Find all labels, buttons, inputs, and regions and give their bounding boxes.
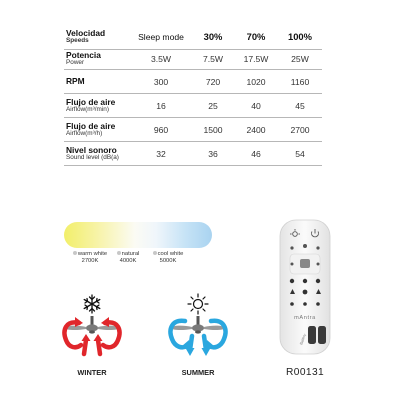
battery-icon [318, 326, 326, 344]
table-cell: 25W [278, 49, 322, 70]
label-es: Flujo de aire [66, 120, 116, 131]
cct-natural-kelvin: 4000K [119, 258, 137, 264]
cct-cool-name: cool white [157, 251, 184, 257]
table-cell: 32 [130, 142, 192, 166]
table-cell: 300 [130, 70, 192, 94]
table-cell: 1500 [192, 118, 234, 142]
cct-natural-label [108, 251, 148, 265]
table-row-sound-level [64, 142, 322, 166]
left-button[interactable] [291, 263, 294, 266]
cct-warm-kelvin: 2700K [81, 258, 99, 264]
battery-icon [308, 326, 316, 344]
reverse-button[interactable] [290, 302, 294, 306]
label-es: Potencia [66, 50, 101, 61]
table-cell: 1160 [278, 70, 322, 94]
label-en: Airflow(m³/min) [66, 105, 109, 113]
ceiling-fan-icon [170, 316, 226, 334]
cct-warm-name: warm white [77, 251, 108, 257]
table-cell: 3.5W [130, 49, 192, 70]
label-es: Nivel sonoro [66, 144, 117, 155]
table-cell: 960 [130, 118, 192, 142]
cct-cool-kelvin: 5000K [159, 258, 177, 264]
column-header-100: 100% [278, 25, 322, 49]
table-cell: 2400 [234, 118, 278, 142]
row-label-airflow-min [64, 94, 130, 118]
table-cell: 16 [130, 94, 192, 118]
table-row-rpm [64, 70, 322, 94]
table-cell: 45 [278, 94, 322, 118]
memory-button[interactable] [316, 302, 320, 306]
speed-3-button[interactable] [316, 279, 320, 283]
right-button[interactable] [317, 263, 320, 266]
color-temperature-gradient [64, 222, 212, 248]
remote-control [278, 218, 332, 356]
dot-icon [73, 251, 77, 255]
fan-center-button[interactable] [300, 259, 310, 268]
speed-1-button[interactable] [290, 279, 294, 283]
table-cell: 36 [192, 142, 234, 166]
speed-2-button[interactable] [303, 279, 307, 283]
mode-button[interactable] [303, 302, 307, 306]
cct-button[interactable] [316, 246, 319, 249]
table-cell: 25 [192, 94, 234, 118]
cct-warm-label [70, 251, 110, 265]
dim-button[interactable] [290, 246, 293, 249]
table-header-row [64, 25, 322, 49]
sun-icon [188, 294, 208, 314]
dot-icon [117, 251, 121, 255]
label-en: Power [66, 59, 85, 67]
table-cell: 720 [192, 70, 234, 94]
remote-brand: mAntra [294, 315, 316, 321]
cct-cool-label [148, 251, 188, 265]
table-cell: 46 [234, 142, 278, 166]
table-row-airflow-min [64, 94, 322, 118]
table-row-airflow-hour [64, 118, 322, 142]
table-cell: 1020 [234, 70, 278, 94]
table-cell: 40 [234, 94, 278, 118]
snowflake-icon [84, 295, 100, 313]
model-code: R00131 [286, 367, 325, 378]
sleep-button[interactable] [303, 290, 308, 295]
label-es: Velocidad [66, 27, 106, 38]
label-en: Speeds [66, 36, 89, 44]
table-cell: 2700 [278, 118, 322, 142]
table-cell: 54 [278, 142, 322, 166]
fan-winter-diagram [56, 292, 128, 362]
mode-label-summer: SUMMER [181, 368, 215, 377]
cct-natural-name: natural [121, 251, 140, 257]
row-label-rpm [64, 70, 130, 94]
row-label-speeds [64, 25, 130, 49]
dot-icon [153, 251, 157, 255]
row-label-power [64, 49, 130, 70]
arrowhead-icons [182, 340, 214, 356]
label-en: Airflow(m³/h) [66, 129, 103, 137]
table-cell: 7.5W [192, 49, 234, 70]
label-es: Flujo de aire [66, 96, 116, 107]
mode-label-winter: WINTER [77, 368, 107, 377]
label-es: RPM [66, 76, 85, 87]
column-header-70: 70% [234, 25, 278, 49]
fan-summer-diagram [162, 292, 234, 362]
table-cell: 17.5W [234, 49, 278, 70]
label-en: Sound level (dB(a) [66, 153, 119, 161]
battery-text: Battery [299, 333, 307, 346]
spec-table [64, 25, 322, 166]
table-row-power [64, 49, 322, 70]
bright-button[interactable] [303, 244, 307, 248]
row-label-airflow-hour [64, 118, 130, 142]
column-header-sleep: Sleep mode [130, 25, 192, 49]
row-label-sound-level [64, 142, 130, 166]
column-header-30: 30% [192, 25, 234, 49]
